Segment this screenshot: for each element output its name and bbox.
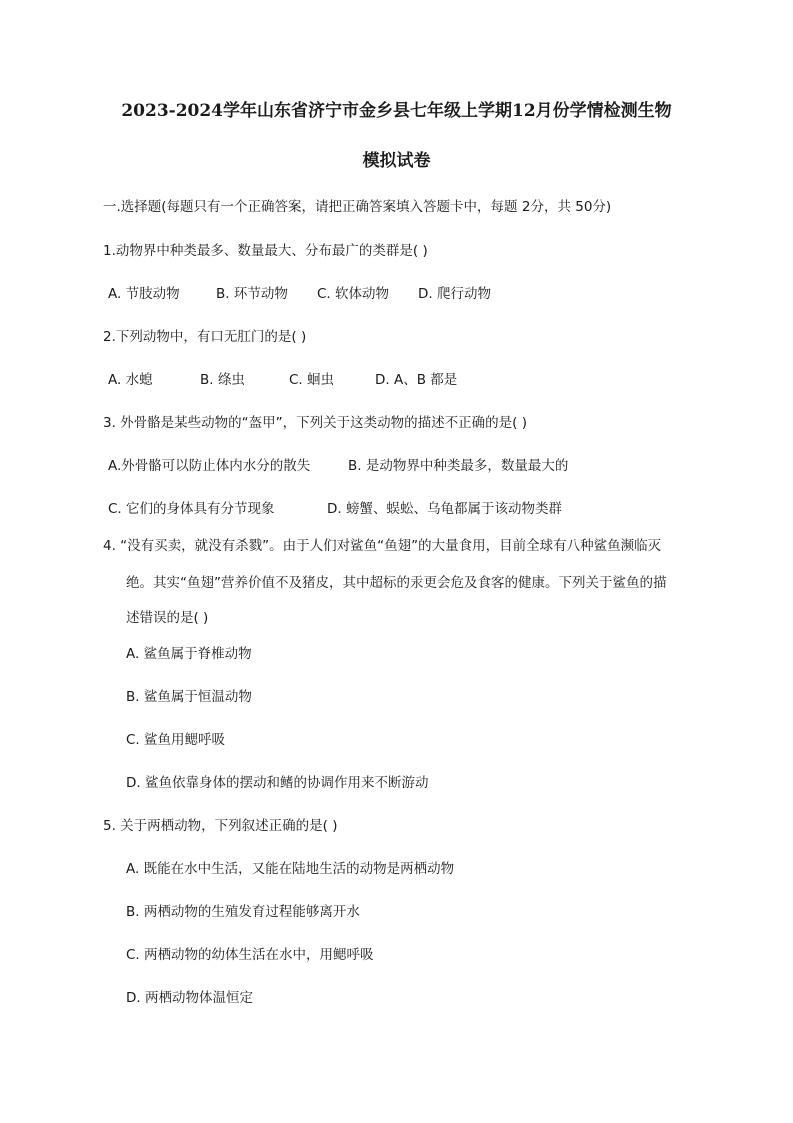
- question-4-stem-line2: 绝。其实“鱼翅”营养价值不及猪皮，其中超标的汞更会危及食客的健康。下列关于鲨鱼的描: [126, 575, 667, 591]
- question-3-stem: 3. 外骨骼是某些动物的“盔甲”，下列关于这类动物的描述不正确的是( ): [103, 415, 527, 431]
- question-3-options-row2: [108, 500, 562, 518]
- question-5-option-a: A. 既能在水中生活，又能在陆地生活的动物是两栖动物: [126, 861, 455, 877]
- section-heading: 一.选择题(每题只有一个正确答案，请把正确答案填入答题卡中，每题 2分，共 50分): [103, 199, 612, 215]
- question-3-option-c: C. 它们的身体具有分节现象: [108, 501, 275, 517]
- question-1-option-b: B. 环节动物: [216, 286, 288, 302]
- question-2-option-a: A. 水螅: [108, 372, 153, 388]
- question-4-option-b: B. 鲨鱼属于恒温动物: [126, 689, 252, 705]
- question-2-option-b: B. 绦虫: [200, 372, 245, 388]
- question-4-option-d: D. 鲨鱼依靠身体的摆动和鳍的协调作用来不断游动: [126, 775, 429, 791]
- question-1-options: [108, 285, 491, 303]
- question-3-options-row1: [108, 457, 568, 475]
- question-2-option-c: C. 蛔虫: [289, 372, 335, 388]
- question-1-stem: 1.动物界中种类最多、数量最大、分布最广的类群是( ): [103, 243, 428, 259]
- question-5-option-c: C. 两栖动物的幼体生活在水中，用鳃呼吸: [126, 947, 374, 963]
- question-4-option-c: C. 鲨鱼用鳃呼吸: [126, 732, 226, 748]
- question-2-options: [108, 371, 457, 389]
- question-2-option-d: D. A、B 都是: [375, 372, 458, 388]
- question-1-option-c: C. 软体动物: [317, 286, 390, 302]
- question-5-option-b: B. 两栖动物的生殖发育过程能够离开水: [126, 904, 360, 920]
- question-3-option-b: B. 是动物界中种类最多，数量最大的: [348, 458, 569, 474]
- question-3-option-d: D. 螃蟹、蜈蚣、乌龟都属于该动物类群: [327, 501, 562, 517]
- question-5-option-d: D. 两栖动物体温恒定: [126, 990, 253, 1006]
- question-4-stem-line1: 4. “没有买卖，就没有杀戮”。由于人们对鲨鱼“鱼翅”的大量食用，目前全球有八种鲨鱼濒临灭: [103, 538, 662, 554]
- exam-title-line2: 模拟试卷: [362, 151, 431, 171]
- question-1-option-d: D. 爬行动物: [418, 286, 491, 302]
- question-1-option-a: A. 节肢动物: [108, 286, 180, 302]
- question-2-stem: 2.下列动物中，有口无肛门的是( ): [103, 329, 307, 345]
- question-3-option-a: A.外骨骼可以防止体内水分的散失: [108, 458, 311, 474]
- question-4-stem-line3: 述错误的是( ): [126, 610, 209, 626]
- exam-title-line1: 2023-2024学年山东省济宁市金乡县七年级上学期12月份学情检测生物: [121, 101, 672, 121]
- question-5-stem: 5. 关于两栖动物，下列叙述正确的是( ): [103, 818, 338, 834]
- question-4-option-a: A. 鲨鱼属于脊椎动物: [126, 646, 252, 662]
